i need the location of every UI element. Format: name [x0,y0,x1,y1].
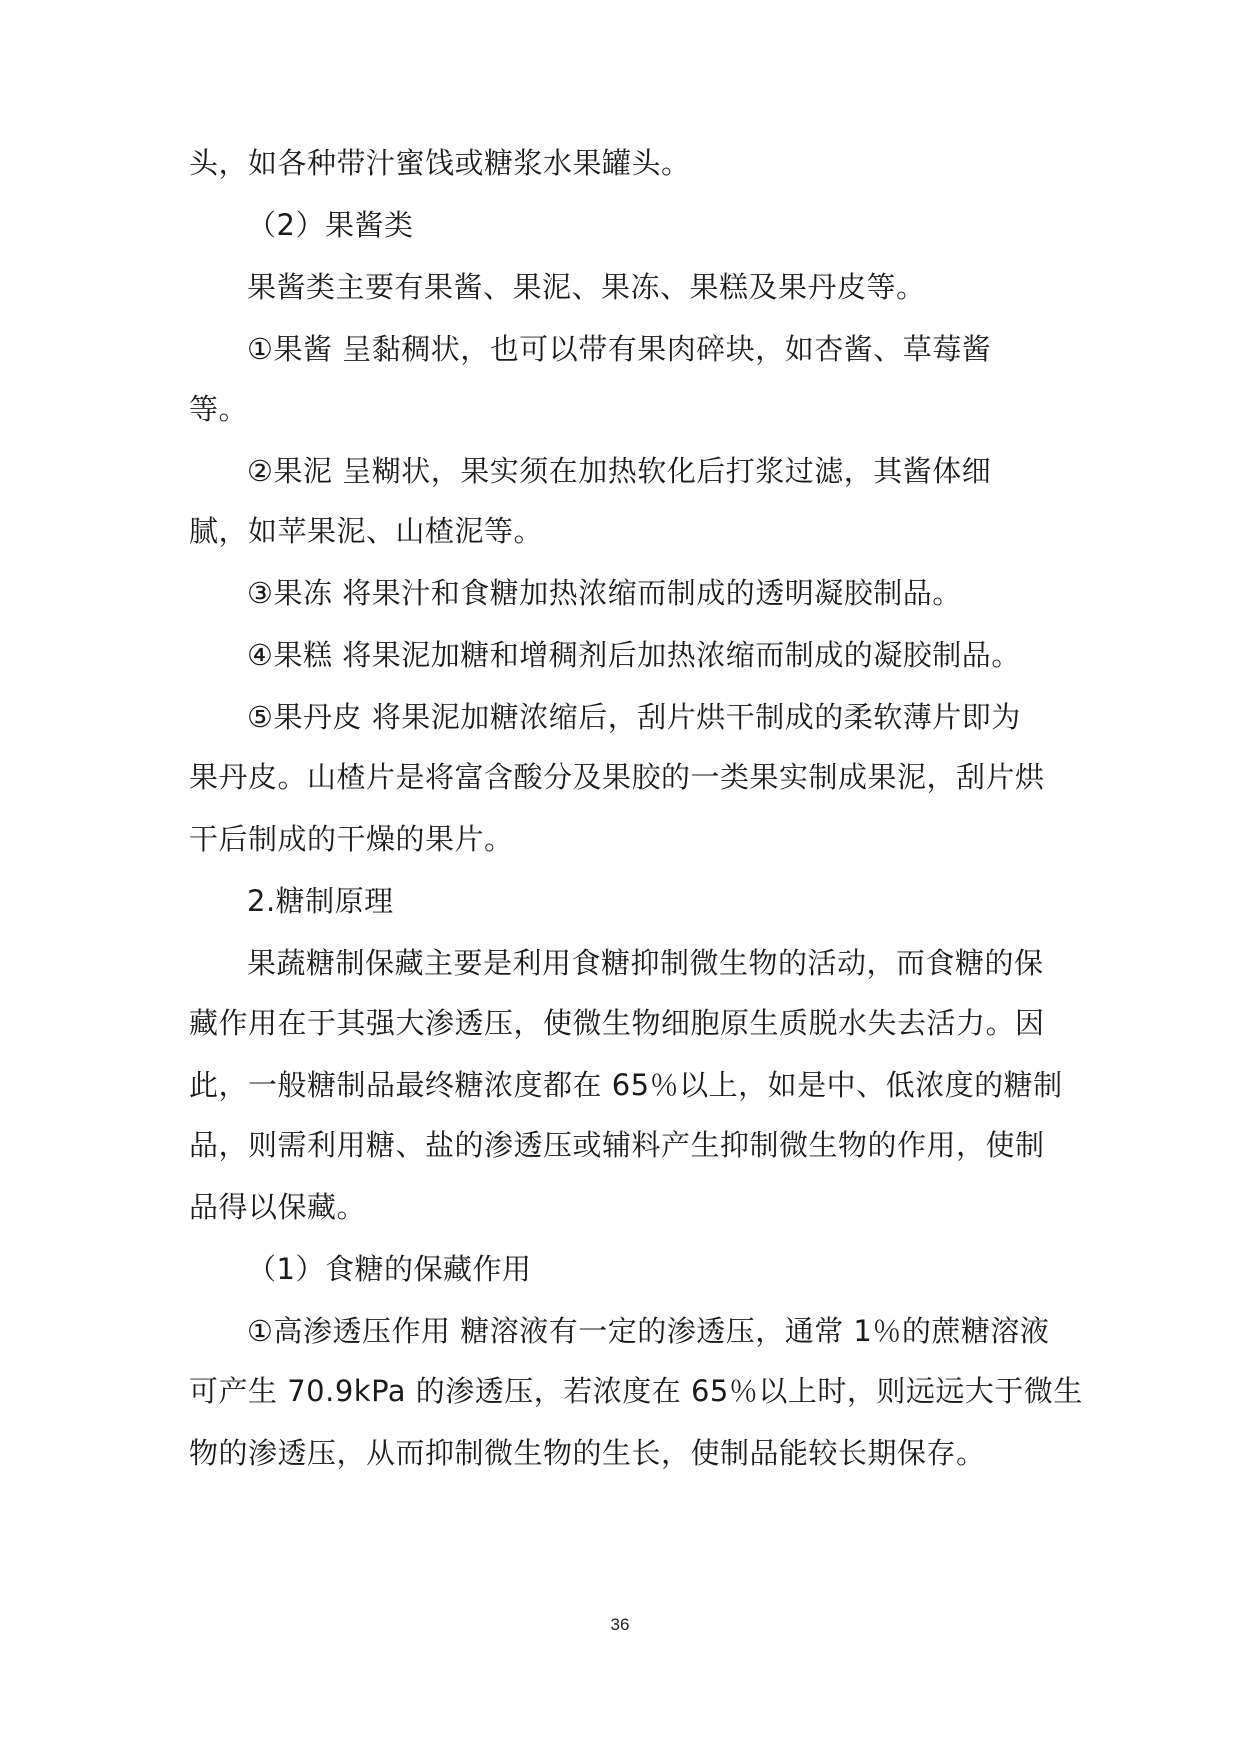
text-line-12: 干后制成的干燥的果片。 [189,822,514,856]
text-line-20: ①高渗透压作用 糖溶液有一定的渗透压，通常 1％的蔗糖溶液 [247,1314,1050,1348]
text-line-8: ③果冻 将果汁和食糖加热浓缩而制成的透明凝胶制品。 [247,576,962,610]
text-line-15: 藏作用在于其强大渗透压，使微生物细胞原生质脱水失去活力。因 [189,1006,1045,1040]
section-heading-principle: 2.糖制原理 [247,884,394,918]
section-heading-jam: （2）果酱类 [247,208,414,242]
section-heading-sugar-preservation: （1）食糖的保藏作用 [247,1252,532,1286]
text-line-9: ④果糕 将果泥加糖和增稠剂后加热浓缩而制成的凝胶制品。 [247,638,1021,672]
text-line-18: 品得以保藏。 [189,1190,367,1224]
text-line-16: 此，一般糖制品最终糖浓度都在 65％以上，如是中、低浓度的糖制 [189,1068,1063,1102]
text-line-4: ①果酱 呈黏稠状，也可以带有果肉碎块，如杏酱、草莓酱 [247,332,992,366]
text-line-11: 果丹皮。山楂片是将富含酸分及果胶的一类果实制成果泥，刮片烘 [189,760,1045,794]
text-line-5: 等。 [189,392,249,426]
page-number: 36 [610,1615,630,1634]
text-line-14: 果蔬糖制保藏主要是利用食糖抑制微生物的活动，而食糖的保 [247,946,1044,980]
text-line-21: 可产生 70.9kPa 的渗透压，若浓度在 65％以上时，则远远大于微生 [189,1374,1083,1408]
text-line-10: ⑤果丹皮 将果泥加糖浓缩后，刮片烘干制成的柔软薄片即为 [247,700,1021,734]
text-line-17: 品，则需利用糖、盐的渗透压或辅料产生抑制微生物的作用，使制 [189,1128,1045,1162]
text-line-1: 头，如各种带汁蜜饯或糖浆水果罐头。 [189,146,691,180]
text-line-6: ②果泥 呈糊状，果实须在加热软化后打浆过滤，其酱体细 [247,454,992,488]
text-line-7: 腻，如苹果泥、山楂泥等。 [189,514,544,548]
text-line-3: 果酱类主要有果酱、果泥、果冻、果糕及果丹皮等。 [247,270,926,304]
text-line-22: 物的渗透压，从而抑制微生物的生长，使制品能较长期保存。 [189,1436,986,1470]
